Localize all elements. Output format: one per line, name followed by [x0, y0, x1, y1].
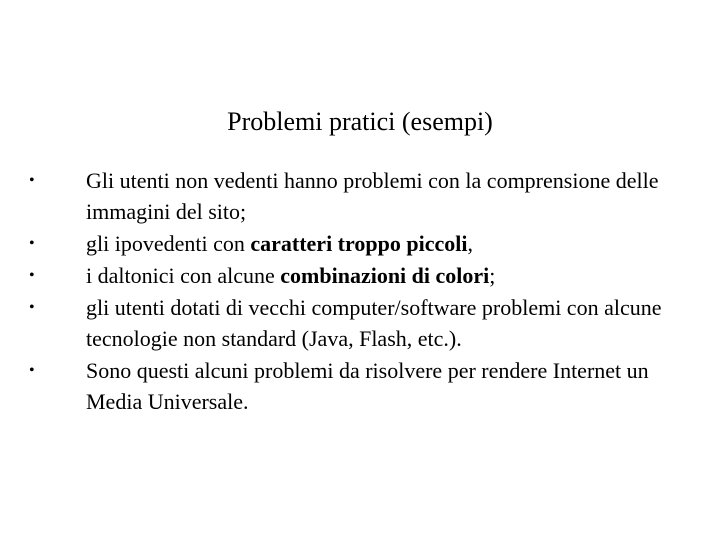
list-item	[29, 228, 686, 259]
list-item-text: gli ipovedenti con caratteri troppo piccoli,	[86, 231, 473, 256]
list-item	[29, 260, 686, 291]
bullet-icon: •	[29, 362, 35, 379]
list-item-text: i daltonici con alcune combinazioni di colori;	[86, 263, 496, 288]
list-item	[29, 165, 686, 227]
bullet-icon: •	[29, 172, 35, 189]
emphasis-text: caratteri troppo piccoli	[250, 231, 468, 256]
list-item	[29, 292, 686, 354]
bullet-icon: •	[29, 267, 35, 284]
emphasis-text: combinazioni di colori	[280, 263, 490, 288]
list-item-text: Gli utenti non vedenti hanno problemi con la comprensione delle immagini del sito;	[86, 168, 659, 224]
bullet-list	[29, 165, 686, 418]
bullet-icon: •	[29, 299, 35, 316]
list-item-text: gli utenti dotati di vecchi computer/software problemi con alcune tecnologie non standard (Java, Flash, etc.).	[86, 295, 662, 351]
slide-title: Problemi pratici (esempi)	[227, 107, 493, 136]
list-item-text: Sono questi alcuni problemi da risolvere per rendere Internet un Media Universale.	[86, 358, 649, 414]
bullet-icon: •	[29, 235, 35, 252]
list-item	[29, 355, 686, 417]
